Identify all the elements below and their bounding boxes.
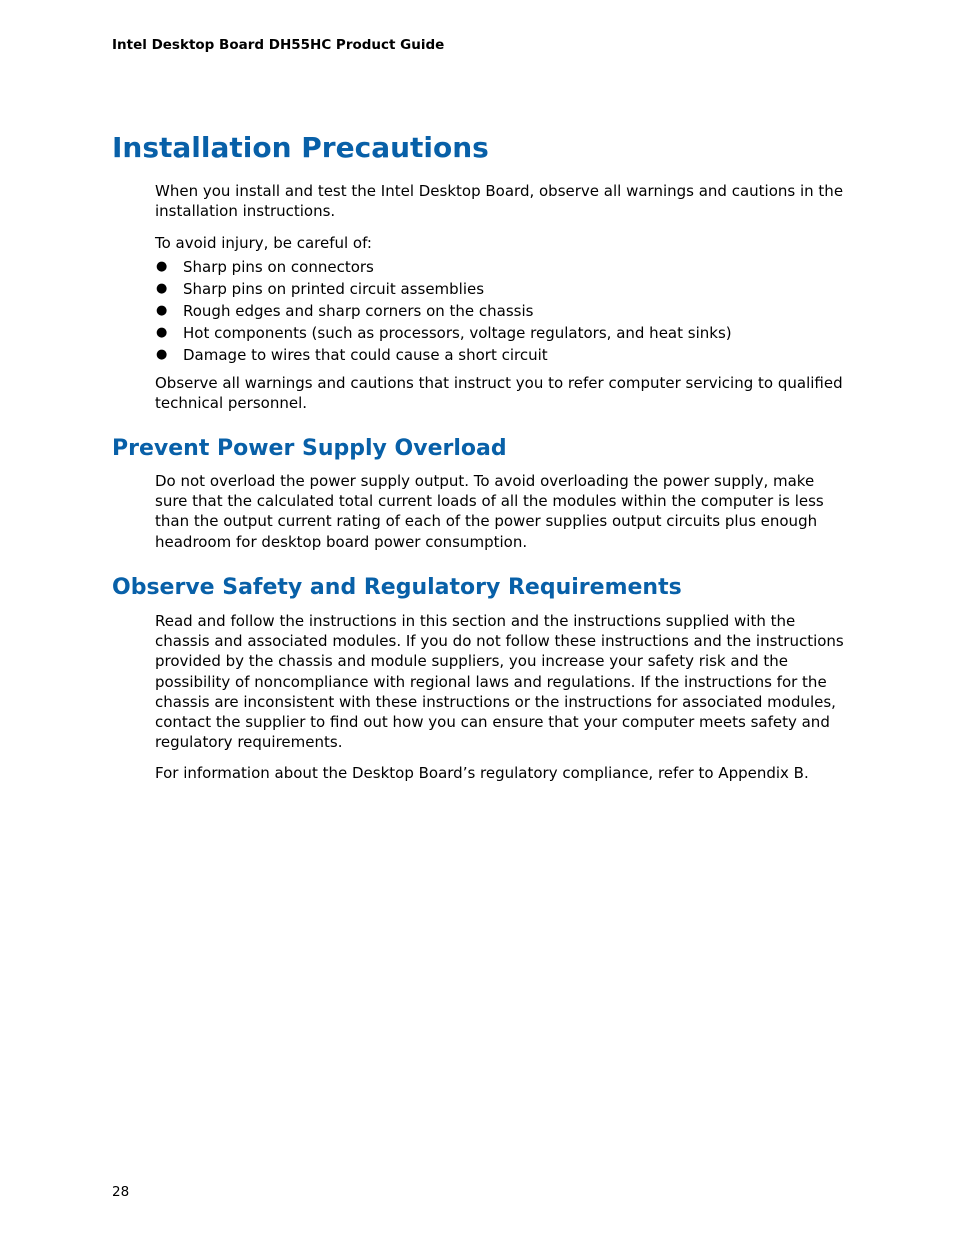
section-title-power-supply-overload: Prevent Power Supply Overload	[112, 436, 507, 461]
list-item	[155, 279, 845, 301]
list-item-text: Sharp pins on printed circuit assemblies	[183, 280, 485, 298]
list-item-text: Sharp pins on connectors	[183, 258, 374, 276]
list-item	[155, 323, 845, 345]
list-item	[155, 301, 845, 323]
bullet-icon: ●	[156, 281, 168, 296]
power-supply-paragraph: Do not overload the power supply output. To avoid overloading the power supply, make sure that the calculated total current loads of all the modules within the computer is less than the output current rating of each of the power supplies output circuits plus enough headroom for desktop board power consumption.	[155, 472, 824, 551]
bullet-icon: ●	[156, 303, 168, 318]
bullet-icon: ●	[156, 325, 168, 340]
section-title-installation-precautions: Installation Precautions	[112, 131, 489, 164]
safety-regulatory-paragraph: Read and follow the instructions in this section and the instructions supplied with the chassis and associated modules. If you do not follow these instructions and the instructions provided by the chassis and module suppliers, you increase your safety risk and the possibility of noncompliance with regional laws and regulations. If the instructions for the chassis are inconsistent with these instructions or the instructions for associated modules, contact the supplier to find out how you can ensure that your computer meets safety and regulatory requirements.	[155, 612, 844, 752]
list-item-text: Rough edges and sharp corners on the chassis	[183, 302, 534, 320]
injury-hazards-list	[155, 257, 845, 367]
bullet-icon: ●	[156, 347, 168, 362]
page-number: 28	[112, 1184, 130, 1200]
list-item	[155, 257, 845, 279]
list-item	[155, 345, 845, 367]
bullet-icon: ●	[156, 259, 168, 274]
injury-lead-paragraph: To avoid injury, be careful of:	[155, 234, 372, 252]
list-item-text: Hot components (such as processors, voltage regulators, and heat sinks)	[183, 324, 732, 342]
servicing-paragraph: Observe all warnings and cautions that instruct you to refer computer servicing to qualified technical personnel.	[155, 374, 843, 413]
installation-intro-paragraph: When you install and test the Intel Desktop Board, observe all warnings and cautions in the installation instructions.	[155, 182, 844, 221]
section-title-safety-regulatory: Observe Safety and Regulatory Requirements	[112, 575, 682, 600]
regulatory-compliance-note: For information about the Desktop Board’s regulatory compliance, refer to Appendix B.	[155, 764, 809, 782]
running-header: Intel Desktop Board DH55HC Product Guide	[112, 37, 445, 53]
list-item-text: Damage to wires that could cause a short circuit	[183, 346, 548, 364]
